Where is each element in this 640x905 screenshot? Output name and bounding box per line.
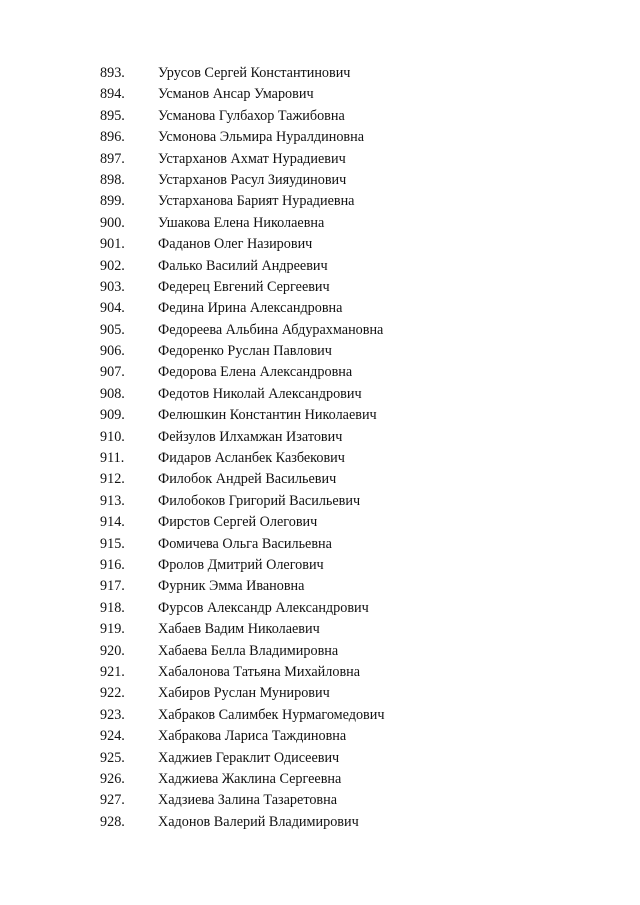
list-item xyxy=(100,191,600,212)
entry-number: 922. xyxy=(100,685,125,702)
list-item xyxy=(100,555,600,576)
list-item xyxy=(100,362,600,383)
list-item xyxy=(100,213,600,234)
list-item xyxy=(100,127,600,148)
entry-full-name: Хаджиева Жаклина Сергеевна xyxy=(158,770,342,787)
entry-number: 900. xyxy=(100,214,125,231)
entry-full-name: Федотов Николай Александрович xyxy=(158,385,362,402)
entry-full-name: Фирстов Сергей Олегович xyxy=(158,514,318,531)
entry-full-name: Хаджиев Гераклит Одисеевич xyxy=(158,749,340,766)
entry-number: 914. xyxy=(100,514,125,531)
list-item xyxy=(100,84,600,105)
entry-full-name: Федоренко Руслан Павлович xyxy=(158,343,332,360)
entry-number: 915. xyxy=(100,535,125,552)
entry-full-name: Хадонов Валерий Владимирович xyxy=(158,813,359,830)
entry-full-name: Федерец Евгений Сергеевич xyxy=(158,278,330,295)
list-item xyxy=(100,341,600,362)
entry-full-name: Устарханова Барият Нурадиевна xyxy=(158,193,355,210)
entry-number: 899. xyxy=(100,193,125,210)
entry-number: 894. xyxy=(100,86,125,103)
entry-number: 918. xyxy=(100,599,125,616)
entry-number: 902. xyxy=(100,257,125,274)
entry-full-name: Устарханов Ахмат Нурадиевич xyxy=(158,150,346,167)
entry-number: 926. xyxy=(100,770,125,787)
entry-full-name: Хабалонова Татьяна Михайловна xyxy=(158,663,361,680)
entry-full-name: Хадзиева Залина Тазаретовна xyxy=(158,792,338,809)
list-item xyxy=(100,405,600,426)
list-item xyxy=(100,576,600,597)
list-item xyxy=(100,598,600,619)
entry-number: 893. xyxy=(100,65,125,81)
entry-number: 904. xyxy=(100,300,125,317)
entry-number: 927. xyxy=(100,792,125,809)
entry-full-name: Филобоков Григорий Васильевич xyxy=(158,492,361,509)
entry-number: 912. xyxy=(100,471,125,488)
entry-number: 895. xyxy=(100,107,125,124)
list-item xyxy=(100,812,600,833)
entry-full-name: Фролов Дмитрий Олегович xyxy=(158,556,324,573)
entry-full-name: Фурник Эмма Ивановна xyxy=(158,578,305,595)
entry-full-name: Филобок Андрей Васильевич xyxy=(158,471,337,488)
list-item xyxy=(100,469,600,490)
list-item xyxy=(100,384,600,405)
list-item xyxy=(100,106,600,127)
entry-number: 906. xyxy=(100,343,125,360)
entry-number: 905. xyxy=(100,321,125,338)
list-item xyxy=(100,170,600,191)
name-list xyxy=(100,63,600,833)
entry-full-name: Усманова Гулбахор Тажибовна xyxy=(158,107,345,124)
entry-number: 921. xyxy=(100,663,125,680)
list-item xyxy=(100,320,600,341)
entry-number: 917. xyxy=(100,578,125,595)
list-item xyxy=(100,256,600,277)
list-item xyxy=(100,149,600,170)
entry-full-name: Усмонова Эльмира Нуралдиновна xyxy=(158,129,365,146)
entry-full-name: Фейзулов Илхамжан Изатович xyxy=(158,428,343,445)
entry-number: 911. xyxy=(100,450,125,467)
entry-full-name: Устарханов Расул Зияудинович xyxy=(158,171,347,188)
list-item xyxy=(100,683,600,704)
list-item xyxy=(100,769,600,790)
list-item xyxy=(100,748,600,769)
entry-full-name: Хабраков Салимбек Нурмагомедович xyxy=(158,706,385,723)
entry-full-name: Фидаров Асланбек Казбекович xyxy=(158,450,345,467)
entry-number: 901. xyxy=(100,236,125,253)
entry-number: 920. xyxy=(100,642,125,659)
entry-full-name: Ушакова Елена Николаевна xyxy=(158,214,325,231)
entry-number: 910. xyxy=(100,428,125,445)
entry-full-name: Хабиров Руслан Мунирович xyxy=(158,685,330,702)
entry-full-name: Хабракова Лариса Таждиновна xyxy=(158,728,347,745)
list-item xyxy=(100,534,600,555)
entry-full-name: Фомичева Ольга Васильевна xyxy=(158,535,332,552)
entry-number: 908. xyxy=(100,385,125,402)
entry-number: 897. xyxy=(100,150,125,167)
entry-full-name: Фелюшкин Константин Николаевич xyxy=(158,407,377,424)
entry-full-name: Хабаев Вадим Николаевич xyxy=(158,621,320,638)
list-item xyxy=(100,662,600,683)
entry-full-name: Фалько Василий Андреевич xyxy=(158,257,328,274)
list-item xyxy=(100,491,600,512)
list-item xyxy=(100,790,600,811)
entry-number: 903. xyxy=(100,278,125,295)
list-item xyxy=(100,277,600,298)
entry-full-name: Урусов Сергей Константинович xyxy=(158,65,351,81)
entry-number: 907. xyxy=(100,364,125,381)
list-item xyxy=(100,705,600,726)
entry-number: 919. xyxy=(100,621,125,638)
entry-full-name: Фурсов Александр Александрович xyxy=(158,599,369,616)
list-item xyxy=(100,512,600,533)
entry-full-name: Федорова Елена Александровна xyxy=(158,364,353,381)
entry-full-name: Хабаева Белла Владимировна xyxy=(158,642,339,659)
list-item xyxy=(100,641,600,662)
list-item xyxy=(100,427,600,448)
entry-number: 898. xyxy=(100,171,125,188)
list-item xyxy=(100,63,600,84)
entry-number: 909. xyxy=(100,407,125,424)
entry-number: 896. xyxy=(100,129,125,146)
list-item xyxy=(100,619,600,640)
entry-full-name: Федина Ирина Александровна xyxy=(158,300,343,317)
entry-number: 916. xyxy=(100,556,125,573)
entry-number: 925. xyxy=(100,749,125,766)
list-item xyxy=(100,726,600,747)
entry-full-name: Фаданов Олег Назирович xyxy=(158,236,313,253)
entry-number: 924. xyxy=(100,728,125,745)
list-item xyxy=(100,234,600,255)
entry-number: 923. xyxy=(100,706,125,723)
list-item xyxy=(100,448,600,469)
entry-full-name: Федореева Альбина Абдурахмановна xyxy=(158,321,384,338)
entry-full-name: Усманов Ансар Умарович xyxy=(158,86,314,103)
entry-number: 913. xyxy=(100,492,125,509)
entry-number: 928. xyxy=(100,813,125,830)
list-item xyxy=(100,298,600,319)
